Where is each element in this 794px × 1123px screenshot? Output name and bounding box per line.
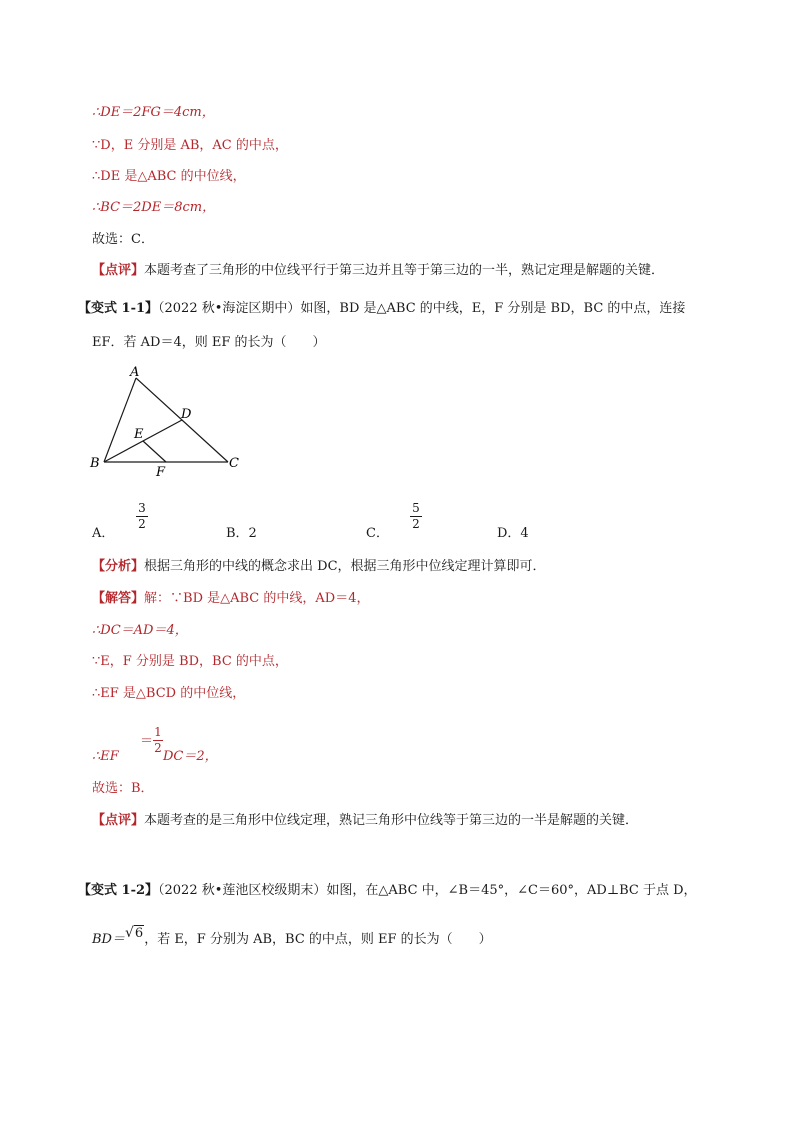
- variant-1-1-tag: 【变式 1-1】: [78, 301, 159, 316]
- answer-line-5-eq: ＝: [140, 734, 154, 749]
- variant-1-2-tag: 【变式 1-2】: [78, 883, 159, 898]
- label-b: B: [90, 456, 100, 471]
- triangle-figure: [84, 362, 254, 480]
- comment-paragraph-2: [92, 812, 638, 830]
- answer-line-1: [92, 590, 369, 608]
- sqrt-value: 6: [134, 926, 144, 941]
- option-a-numerator: 3: [138, 501, 146, 515]
- label-c: C: [229, 456, 239, 471]
- option-b: B．2: [226, 526, 257, 541]
- analysis-text: 根据三角形的中线的概念求出 DC，根据三角形中位线定理计算即可．: [144, 559, 546, 574]
- comment-text: 本题考查了三角形的中位线平行于第三边并且等于第三边的一半，熟记定理是解题的关键．: [144, 263, 665, 278]
- sqrt-sign: √: [124, 925, 134, 941]
- answer-line-6: 故选：B．: [92, 781, 154, 796]
- variant-1-1-stem-line-1: [78, 300, 685, 318]
- segment-ef: [143, 441, 166, 462]
- label-a: A: [130, 365, 140, 380]
- solution-line-1: ∴DE＝2FG＝4cm，: [92, 105, 215, 120]
- answer-line-5-left: ∴EF: [92, 749, 119, 764]
- answer-fraction-denominator: 2: [154, 741, 162, 755]
- comment-tag-2: 【点评】: [92, 813, 145, 828]
- comment-text-2: 本题考查的是三角形中位线定理，熟记三角形中位线等于第三边的一半是解题的关键．: [144, 813, 639, 828]
- answer-fraction-numerator: 1: [154, 725, 162, 739]
- solution-line-4: ∴BC＝2DE＝8cm，: [92, 200, 216, 215]
- option-c-numerator: 5: [412, 501, 420, 515]
- answer-line-5-right: DC＝2，: [163, 749, 218, 764]
- option-a-fraction: [136, 502, 148, 531]
- option-c-fraction: [410, 502, 422, 531]
- answer-line-5-fraction: [153, 726, 163, 755]
- analysis-paragraph: [92, 558, 546, 576]
- solution-line-2: ∵D，E 分别是 AB，AC 的中点，: [92, 138, 288, 153]
- answer-tag: 【解答】: [92, 591, 145, 606]
- label-d: D: [181, 407, 192, 422]
- option-a-label: A．: [92, 526, 115, 541]
- variant-1-2-stem-line-2: [92, 925, 492, 949]
- variant-1-1-stem-text: （2022 秋•海淀区期中）如图，BD 是△ABC 的中线，E，F 分别是 BD，BC 的中点，连接: [158, 301, 686, 316]
- label-f: F: [156, 465, 166, 480]
- variant-1-2-stem-line-1: [78, 882, 697, 900]
- analysis-tag: 【分析】: [92, 559, 145, 574]
- option-c-label: C．: [366, 526, 389, 541]
- option-c-denominator: 2: [412, 517, 420, 531]
- solution-line-5: 故选：C．: [92, 232, 154, 247]
- answer-line-2: ∴DC＝AD＝4，: [92, 623, 188, 638]
- option-d: D．4: [497, 526, 529, 541]
- answer-line-3: ∵E，F 分别是 BD，BC 的中点，: [92, 654, 288, 669]
- bd-label: BD＝: [92, 932, 125, 947]
- edge-ab: [104, 378, 136, 462]
- variant-1-2-stem-text: （2022 秋•莲池区校级期末）如图，在△ABC 中，∠B＝45°，∠C＝60°，AD⊥BC 于点 D，: [158, 883, 697, 898]
- comment-tag: 【点评】: [92, 263, 145, 278]
- variant-1-1-stem-line-2: EF．若 AD＝4，则 EF 的长为（ ）: [92, 335, 326, 350]
- solution-line-3: ∴DE 是△ABC 的中位线，: [92, 169, 246, 184]
- option-a-denominator: 2: [138, 517, 146, 531]
- comment-paragraph-1: [92, 262, 664, 280]
- variant-1-2-stem-text-2: ，若 E，F 分别为 AB，BC 的中点，则 EF 的长为（ ）: [144, 932, 492, 947]
- label-e: E: [134, 427, 144, 442]
- answer-line-4: ∴EF 是△BCD 的中位线，: [92, 686, 246, 701]
- answer-first: 解：∵BD 是△ABC 的中线，AD＝4，: [144, 591, 370, 606]
